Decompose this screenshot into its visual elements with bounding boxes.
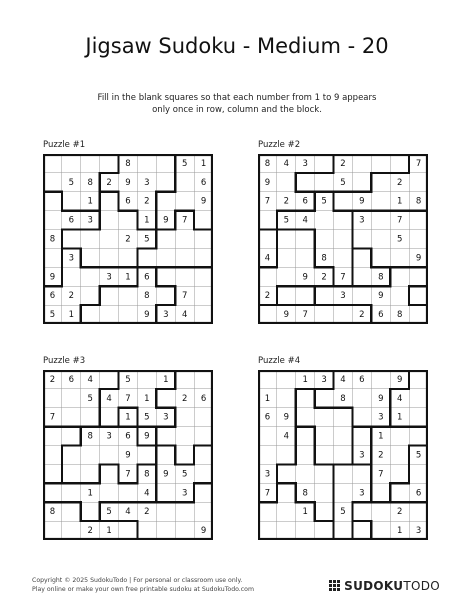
cell-digit: 2 [264,291,271,302]
brand-name-light: TODO [403,579,440,593]
puzzle-4-grid [258,370,428,540]
cell-digit: 6 [144,272,150,283]
cell-digit: 1 [125,272,131,283]
cell-digit: 2 [321,272,327,283]
cell-digit: 3 [87,215,93,226]
cell-digit: 7 [378,469,384,480]
cell-digit: 1 [396,412,403,423]
cell-digit: 9 [283,412,290,423]
cell-digit: 6 [359,374,365,385]
cell-digit: 9 [200,526,207,537]
cell-digit: 8 [144,469,150,480]
cell-digit: 2 [49,374,56,385]
brand-logo [329,579,440,593]
brand-name-bold: SUDOKU [344,579,404,593]
cell-digit: 3 [321,374,327,385]
puzzle-1-grid [43,154,213,324]
cell-digit: 8 [264,158,271,169]
cell-digit: 3 [106,431,112,442]
cell-digit: 3 [106,272,112,283]
cell-digit: 9 [359,196,365,207]
cell-digit: 8 [87,431,93,442]
cell-digit: 6 [200,393,207,404]
cell-digit: 1 [163,374,169,385]
cell-digit: 6 [49,291,56,302]
cell-digit: 3 [264,469,271,480]
cell-digit: 2 [283,196,290,207]
footer-link-text: Play online or make your own free printable sudoku at SudokuTodo.com [32,586,254,593]
cell-digit: 1 [144,215,150,226]
puzzle-4-label: Puzzle #4 [258,356,301,366]
cell-digit: 1 [264,393,271,404]
cell-digit: 9 [163,215,169,226]
puzzle-3-label: Puzzle #3 [43,356,86,366]
cell-digit: 1 [302,374,308,385]
page-title: Jigsaw Sudoku - Medium - 20 [85,34,389,58]
cell-digit: 8 [396,310,403,321]
cell-digit: 9 [163,469,169,480]
instructions-line-1: Fill in the blank squares so that each number from 1 to 9 appears [97,93,377,103]
instructions-line-2: only once in row, column and the block. [152,105,322,115]
cell-digit: 1 [378,431,384,442]
cell-digit: 7 [340,272,346,283]
cell-digit: 2 [144,196,150,207]
cell-digit: 8 [125,158,131,169]
cell-digit: 5 [144,412,150,423]
cell-digit: 7 [264,196,271,207]
cell-digit: 6 [378,310,384,321]
cell-digit: 3 [302,158,308,169]
cell-digit: 1 [87,196,93,207]
cell-digit: 5 [181,469,188,480]
puzzle-2-label: Puzzle #2 [258,140,301,150]
cell-digit: 7 [181,215,188,226]
cell-digit: 4 [340,374,346,385]
cell-digit: 7 [415,158,422,169]
cell-digit: 6 [125,196,131,207]
cell-digit: 7 [264,488,271,499]
cell-digit: 6 [302,196,308,207]
cell-digit: 4 [144,488,150,499]
cell-digit: 1 [200,158,207,169]
cell-digit: 1 [144,393,150,404]
cell-digit: 3 [359,488,365,499]
cell-digit: 9 [264,177,271,188]
cell-digit: 2 [378,450,384,461]
cell-digit: 5 [125,374,131,385]
cell-digit: 8 [49,507,56,518]
cell-digit: 8 [144,291,150,302]
cell-digit: 5 [340,177,346,188]
cell-digit: 4 [106,393,112,404]
cell-digit: 8 [415,196,422,207]
cell-digit: 8 [321,253,327,264]
cell-digit: 8 [87,177,93,188]
cell-digit: 3 [181,488,188,499]
cell-digit: 6 [68,215,75,226]
cell-digit: 8 [340,393,346,404]
cell-digit: 2 [68,291,75,302]
cell-digit: 2 [359,310,365,321]
cell-digit: 9 [200,196,207,207]
cell-digit: 3 [163,310,169,321]
cell-digit: 1 [68,310,75,321]
cell-digit: 1 [106,526,112,537]
cell-digit: 7 [125,393,131,404]
cell-digit: 3 [359,450,365,461]
cell-digit: 5 [396,234,403,245]
cell-digit: 3 [415,526,422,537]
cell-digit: 5 [68,177,75,188]
cell-digit: 4 [264,253,271,264]
footer [32,576,254,594]
cell-digit: 9 [49,272,56,283]
puzzle-1-label: Puzzle #1 [43,140,86,150]
cell-digit: 2 [144,507,150,518]
cell-digit: 3 [378,412,384,423]
cell-digit: 8 [302,488,308,499]
cell-digit: 1 [396,196,403,207]
cell-digit: 5 [87,393,93,404]
cell-digit: 9 [125,450,131,461]
cell-digit: 7 [125,469,131,480]
footer-copyright: Copyright © 2025 SudokuTodo | For personal or classroom use only. [32,577,243,584]
cell-digit: 1 [125,412,131,423]
cell-digit: 4 [283,158,290,169]
cell-digit: 4 [302,215,308,226]
cell-digit: 2 [181,393,188,404]
puzzle-3-grid [43,370,213,540]
cell-digit: 7 [396,215,403,226]
cell-digit: 9 [415,253,422,264]
cell-digit: 2 [87,526,93,537]
cell-digit: 8 [378,272,384,283]
grid-logo-icon [329,580,341,592]
cell-digit: 5 [340,507,346,518]
cell-digit: 4 [181,310,188,321]
cell-digit: 2 [396,177,403,188]
cell-digit: 2 [125,234,131,245]
cell-digit: 3 [340,291,346,302]
cell-digit: 4 [87,374,93,385]
cell-digit: 3 [163,412,169,423]
cell-digit: 1 [87,488,93,499]
cell-digit: 9 [283,310,290,321]
cell-digit: 9 [378,393,384,404]
cell-digit: 1 [302,507,308,518]
cell-digit: 6 [264,412,271,423]
cell-digit: 4 [396,393,403,404]
cell-digit: 5 [415,450,422,461]
cell-digit: 8 [49,234,56,245]
cell-digit: 4 [125,507,131,518]
cell-digit: 5 [181,158,188,169]
cell-digit: 2 [340,158,346,169]
cell-digit: 9 [302,272,308,283]
cell-digit: 9 [378,291,384,302]
cell-digit: 9 [144,431,150,442]
cell-digit: 2 [106,177,112,188]
cell-digit: 9 [396,374,403,385]
cell-digit: 3 [359,215,365,226]
cell-digit: 7 [302,310,308,321]
cell-digit: 3 [144,177,150,188]
cell-digit: 5 [49,310,56,321]
cell-digit: 5 [144,234,150,245]
cell-digit: 6 [200,177,207,188]
cell-digit: 7 [49,412,56,423]
cell-digit: 5 [106,507,112,518]
cell-digit: 5 [321,196,327,207]
cell-digit: 1 [396,526,403,537]
cell-digit: 6 [415,488,422,499]
cell-digit: 9 [144,310,150,321]
puzzle-2-grid [258,154,428,324]
cell-digit: 7 [181,291,188,302]
cell-digit: 9 [125,177,131,188]
instructions [0,92,474,116]
cell-digit: 6 [125,431,131,442]
cell-digit: 2 [396,507,403,518]
cell-digit: 6 [68,374,75,385]
cell-digit: 5 [283,215,290,226]
cell-digit: 4 [283,431,290,442]
cell-digit: 3 [68,253,75,264]
